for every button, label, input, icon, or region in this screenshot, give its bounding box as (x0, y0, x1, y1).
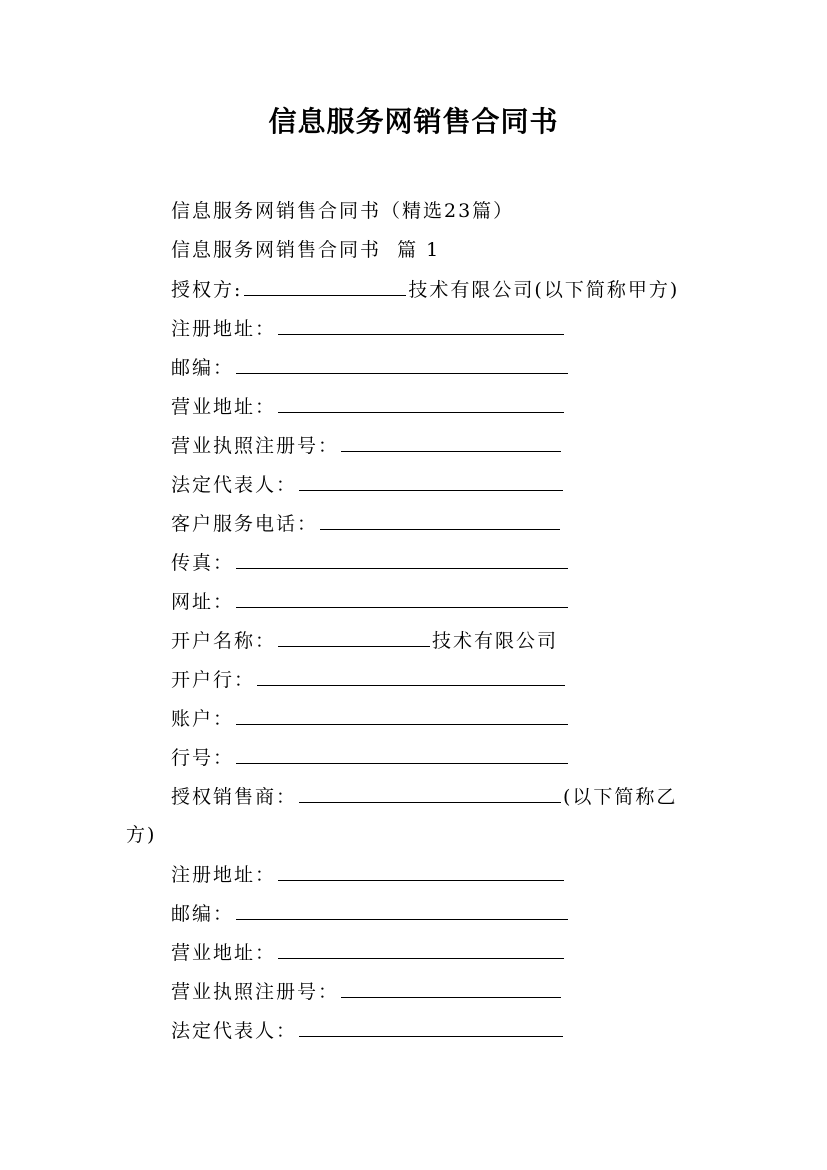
field-label: 注册地址： (171, 864, 277, 886)
party-a-postcode-line (171, 354, 570, 381)
party-a-blank (244, 276, 406, 296)
field-blank (341, 432, 561, 452)
field-label: 行号： (171, 747, 235, 769)
field-blank (236, 900, 568, 920)
field-label: 注册地址： (171, 318, 277, 340)
field-blank (278, 627, 430, 647)
party-a-reg-address-line (171, 315, 566, 342)
party-a-label: 授权方: (171, 279, 243, 301)
section-heading: 信息服务网销售合同书 篇 1 (171, 239, 441, 261)
field-label: 传真： (171, 552, 235, 574)
field-label: 网址： (171, 591, 235, 613)
field-label: 邮编： (171, 357, 235, 379)
field-label: 法定代表人： (171, 474, 298, 496)
party-b-label: 授权销售商： (171, 786, 298, 808)
field-label: 邮编： (171, 903, 235, 925)
party-a-line (171, 276, 679, 303)
party-b-reg-address-line (171, 861, 566, 888)
party-a-bank-line (171, 666, 567, 693)
field-label: 客户服务电话： (171, 513, 319, 535)
party-b-blank (299, 783, 561, 803)
document-subtitle: 信息服务网销售合同书（精选23篇） (171, 200, 515, 222)
field-blank (299, 1017, 563, 1037)
field-blank (257, 666, 565, 686)
document-title: 信息服务网销售合同书 (268, 105, 559, 138)
field-label: 账户： (171, 708, 235, 730)
party-a-website-line (171, 588, 570, 615)
field-blank (278, 393, 564, 413)
party-b-postcode-line (171, 900, 570, 927)
account-name-suffix: 技术有限公司 (432, 630, 559, 652)
field-blank (278, 315, 564, 335)
party-a-fax-line (171, 549, 570, 576)
party-a-service-phone-line (171, 510, 562, 537)
field-blank (278, 939, 564, 959)
field-label: 开户行： (171, 669, 256, 691)
field-blank (278, 861, 564, 881)
party-a-suffix: 技术有限公司(以下简称甲方) (408, 279, 680, 301)
field-blank (299, 471, 563, 491)
party-a-account-name-line (171, 627, 558, 654)
field-label: 营业执照注册号： (171, 435, 340, 457)
party-b-business-address-line (171, 939, 566, 966)
field-label: 营业执照注册号： (171, 981, 340, 1003)
party-b-line (171, 783, 677, 810)
field-blank (236, 744, 568, 764)
party-b-suffix: (以下简称乙 (563, 786, 678, 808)
field-blank (236, 549, 568, 569)
field-blank (236, 705, 568, 725)
party-a-license-line (171, 432, 563, 459)
party-a-account-line (171, 705, 570, 732)
field-blank (320, 510, 560, 530)
party-b-suffix-cont: 方) (126, 824, 157, 846)
field-label: 营业地址： (171, 942, 277, 964)
party-a-business-address-line (171, 393, 566, 420)
field-label: 营业地址： (171, 396, 277, 418)
field-blank (236, 588, 568, 608)
field-label: 开户名称： (171, 630, 277, 652)
field-blank (341, 978, 561, 998)
party-a-legal-rep-line (171, 471, 565, 498)
field-blank (236, 354, 568, 374)
field-label: 法定代表人： (171, 1020, 298, 1042)
party-b-legal-rep-line (171, 1017, 565, 1044)
party-a-bank-no-line (171, 744, 570, 771)
party-b-license-line (171, 978, 563, 1005)
